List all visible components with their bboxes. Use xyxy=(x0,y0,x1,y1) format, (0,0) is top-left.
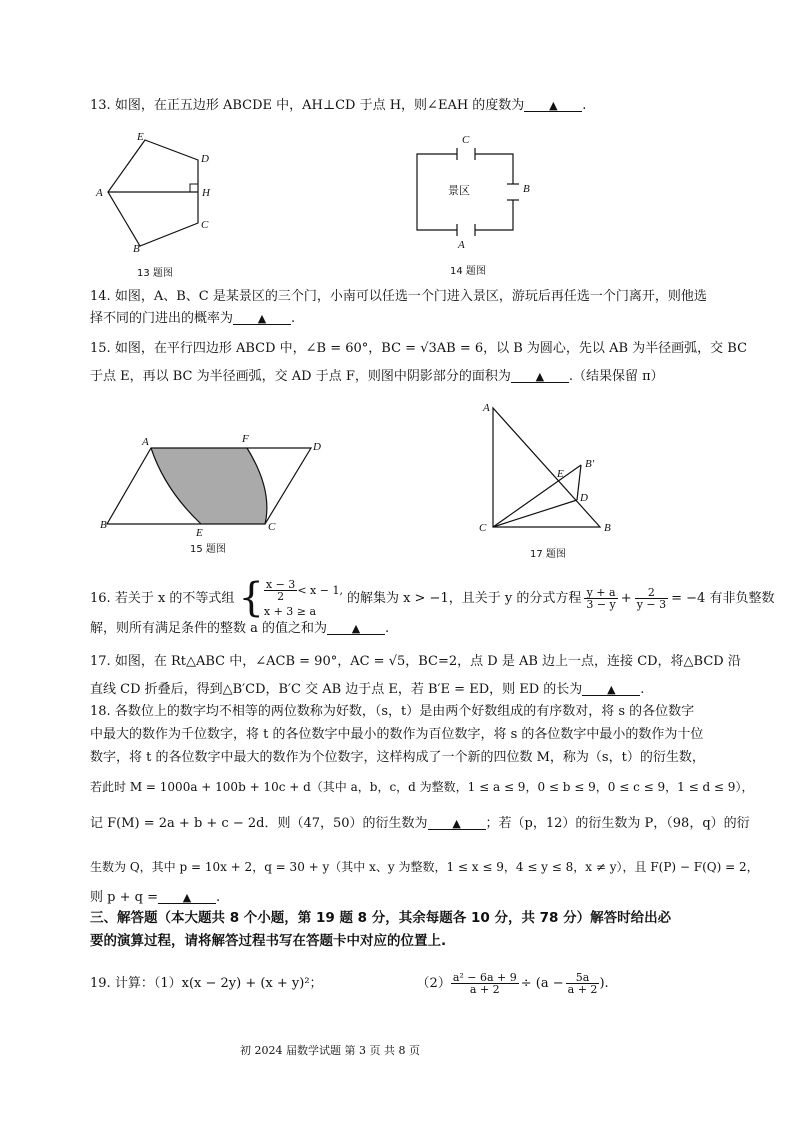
q16-line1: 16. 若关于 x 的不等式组 { $\frac{x - 3}{2}$ < x − 1, x + 3 ≥ a 的解集为 x > −1，且关于 y 的分式方程 $\frac{y + a}{3 - y}$ + $\frac{2}{y - 3}$ = −4 有非负整数 xyxy=(90,575,775,621)
q15-text: 如图，在平行四边形 ABCD 中，∠B = 60°，BC = √3AB = 6，以 B 为圆心，先以 AB 为半径画弧，交 BC xyxy=(114,341,748,356)
q14-text: 如图，A、B、C 是某景区的三个门，小南可以任选一个门进入景区，游玩后再任选一个门离开，则他选 xyxy=(114,289,707,304)
page-footer: 初 2024 届数学试题 第 3 页 共 8 页 xyxy=(240,1044,420,1057)
fraction: $\frac{y + a}{3 - y}$ xyxy=(586,585,616,611)
fraction: $\frac{x - 3}{2}$ xyxy=(265,578,296,603)
label-d: D xyxy=(201,153,209,165)
q19-part2-label: （2） xyxy=(416,976,451,991)
answer-blank[interactable]: ▲ xyxy=(158,892,216,904)
q18-line6: 生数为 Q，其中 p = 10x + 2，q = 30 + y（其中 x、y 为整数，1 ≤ x ≤ 9，4 ≤ y ≤ 8，x ≠ y），且 F(P) − F(Q) = 2， xyxy=(90,860,759,874)
q14-line2: 择不同的门进出的概率为 ▲ . xyxy=(90,311,296,326)
figure-15-caption: 15 题图 xyxy=(190,544,226,555)
q17-text: 如图，在 Rt△ABC 中，∠ACB = 90°，AC = √5，BC=2，点 D 是 AB 边上一点，连接 CD，将△BCD 沿 xyxy=(114,654,741,669)
triangle-abc xyxy=(493,408,600,527)
scenic-area-label: 景区 xyxy=(448,184,470,197)
section-3-heading: 三、解答题（本大题共 8 个小题，第 19 题 8 分，其余每题各 10 分，共 78 分）解答时给出必 xyxy=(90,910,672,926)
fraction: $\frac{2}{y - 3}$ xyxy=(636,585,667,611)
answer-blank[interactable]: ▲ xyxy=(511,371,569,383)
q19-line: 19. 计算：（1） x(x − 2y) + (x + y)²； （2） $\frac{\text{a² − 6a + 9}}{a + 2}$ ÷ (a − $\frac{5a}{a + 2}$ ). xyxy=(90,971,609,996)
label-e: E xyxy=(557,468,564,480)
answer-blank[interactable]: ▲ xyxy=(428,818,486,830)
q13-line: 13. 如图，在正五边形 ABCDE 中，AH⊥CD 于点 H，则∠EAH 的度数为 ▲ . xyxy=(90,98,587,113)
q15-line2: 于点 E，再以 BC 为半径画弧，交 AD 于点 F，则图中阴影部分的面积为 ▲ .（结果保留 π） xyxy=(90,369,664,384)
q18-line7: 则 p + q = ▲ . xyxy=(90,890,221,905)
label-c: C xyxy=(268,521,276,533)
q14-line1: 14. 如图，A、B、C 是某景区的三个门，小南可以任选一个门进入景区，游玩后再任选一个门离开，则他选 xyxy=(90,289,707,304)
label-d: D xyxy=(580,492,588,504)
answer-blank[interactable]: ▲ xyxy=(327,623,385,635)
answer-blank[interactable]: ▲ xyxy=(582,684,640,696)
section-3-instructions: 要的演算过程，请将解答过程书写在答题卡中对应的位置上. xyxy=(90,933,447,949)
label-b-prime: B′ xyxy=(585,458,595,470)
label-a: A xyxy=(483,402,490,414)
figure-17-triangle xyxy=(485,405,615,535)
pentagon-shape xyxy=(108,140,198,246)
inequality-system: { $\frac{x - 3}{2}$ < x − 1, x + 3 ≥ a xyxy=(238,575,343,621)
label-e: E xyxy=(137,131,144,143)
figure-13-caption: 13 题图 xyxy=(137,268,173,279)
label-f: F xyxy=(242,433,249,445)
shaded-region xyxy=(151,448,267,524)
fraction: $\frac{5a}{a + 2}$ xyxy=(567,971,598,996)
q19-part1: x(x − 2y) + (x + y)²； xyxy=(181,976,323,991)
q18-text: 各数位上的数字均不相等的两位数称为好数，（s，t）是由两个好数组成的有序数对，将 s 的各位数字 xyxy=(114,704,695,719)
q18-line1: 18. 各数位上的数字均不相等的两位数称为好数，（s，t）是由两个好数组成的有序数对，将 s 的各位数字 xyxy=(90,704,695,719)
figure-14-scenic-area xyxy=(415,148,525,238)
q13-text: 如图，在正五边形 ABCDE 中，AH⊥CD 于点 H，则∠EAH 的度数为 xyxy=(114,98,525,113)
q18-line4: 若此时 M = 1000a + 100b + 10c + d（其中 a，b，c，d 为整数，1 ≤ a ≤ 9，0 ≤ b ≤ 9，0 ≤ c ≤ 9，1 ≤ d ≤ 9）， xyxy=(90,780,754,794)
figure-15-parallelogram xyxy=(105,440,335,540)
q18-line5: 记 F(M) = 2a + b + c − 2d．则（47，50）的衍生数为 ▲ ；若（p，12）的衍生数为 P，（98，q）的衍 xyxy=(90,816,750,831)
q18-line3: 数字，将 t 的各位数字中最大的数作为个位数字，这样构成了一个新的四位数 M，称为（s，t）的衍生数， xyxy=(90,750,705,765)
label-gate-b: B xyxy=(523,183,530,195)
label-d: D xyxy=(313,441,321,453)
fraction: $\frac{\text{a² − 6a + 9}}{a + 2}$ xyxy=(452,971,517,996)
answer-blank[interactable]: ▲ xyxy=(233,313,291,325)
label-b: B xyxy=(604,522,611,534)
q18-line2: 中最大的数作为千位数字，将 t 的各位数字中最小的数作为百位数字，将 s 的各位数字中最小的数作为十位 xyxy=(90,727,704,742)
segment-cb1 xyxy=(493,465,581,527)
label-b: B xyxy=(100,519,107,531)
label-gate-a: A xyxy=(458,239,465,251)
q17-line2: 直线 CD 折叠后，得到△B′CD，B′C 交 AB 边于点 E，若 B′E = ED，则 ED 的长为 ▲ . xyxy=(90,682,645,697)
label-c: C xyxy=(479,522,487,534)
label-e: E xyxy=(196,527,203,539)
q16-line2: 解，则所有满足条件的整数 a 的值之和为 ▲ . xyxy=(90,621,390,636)
q13-number: 13. xyxy=(90,98,111,113)
segment-cd xyxy=(493,500,577,527)
label-gate-c: C xyxy=(462,134,470,146)
label-c: C xyxy=(201,219,209,231)
q16-text: 若关于 x 的不等式组 xyxy=(114,590,235,606)
answer-blank[interactable]: ▲ xyxy=(524,100,582,112)
label-a: A xyxy=(142,436,149,448)
figure-17-caption: 17 题图 xyxy=(530,549,566,560)
label-a: A xyxy=(96,187,103,199)
figure-14-caption: 14 题图 xyxy=(450,266,486,277)
q15-line1: 15. 如图，在平行四边形 ABCD 中，∠B = 60°，BC = √3AB = 6，以 B 为圆心，先以 AB 为半径画弧，交 BC xyxy=(90,341,748,356)
q17-line1: 17. 如图，在 Rt△ABC 中，∠ACB = 90°，AC = √5，BC=2，点 D 是 AB 边上一点，连接 CD，将△BCD 沿 xyxy=(90,654,741,669)
label-b: B xyxy=(133,243,140,255)
label-h: H xyxy=(202,187,210,199)
right-angle-mark xyxy=(190,184,198,192)
